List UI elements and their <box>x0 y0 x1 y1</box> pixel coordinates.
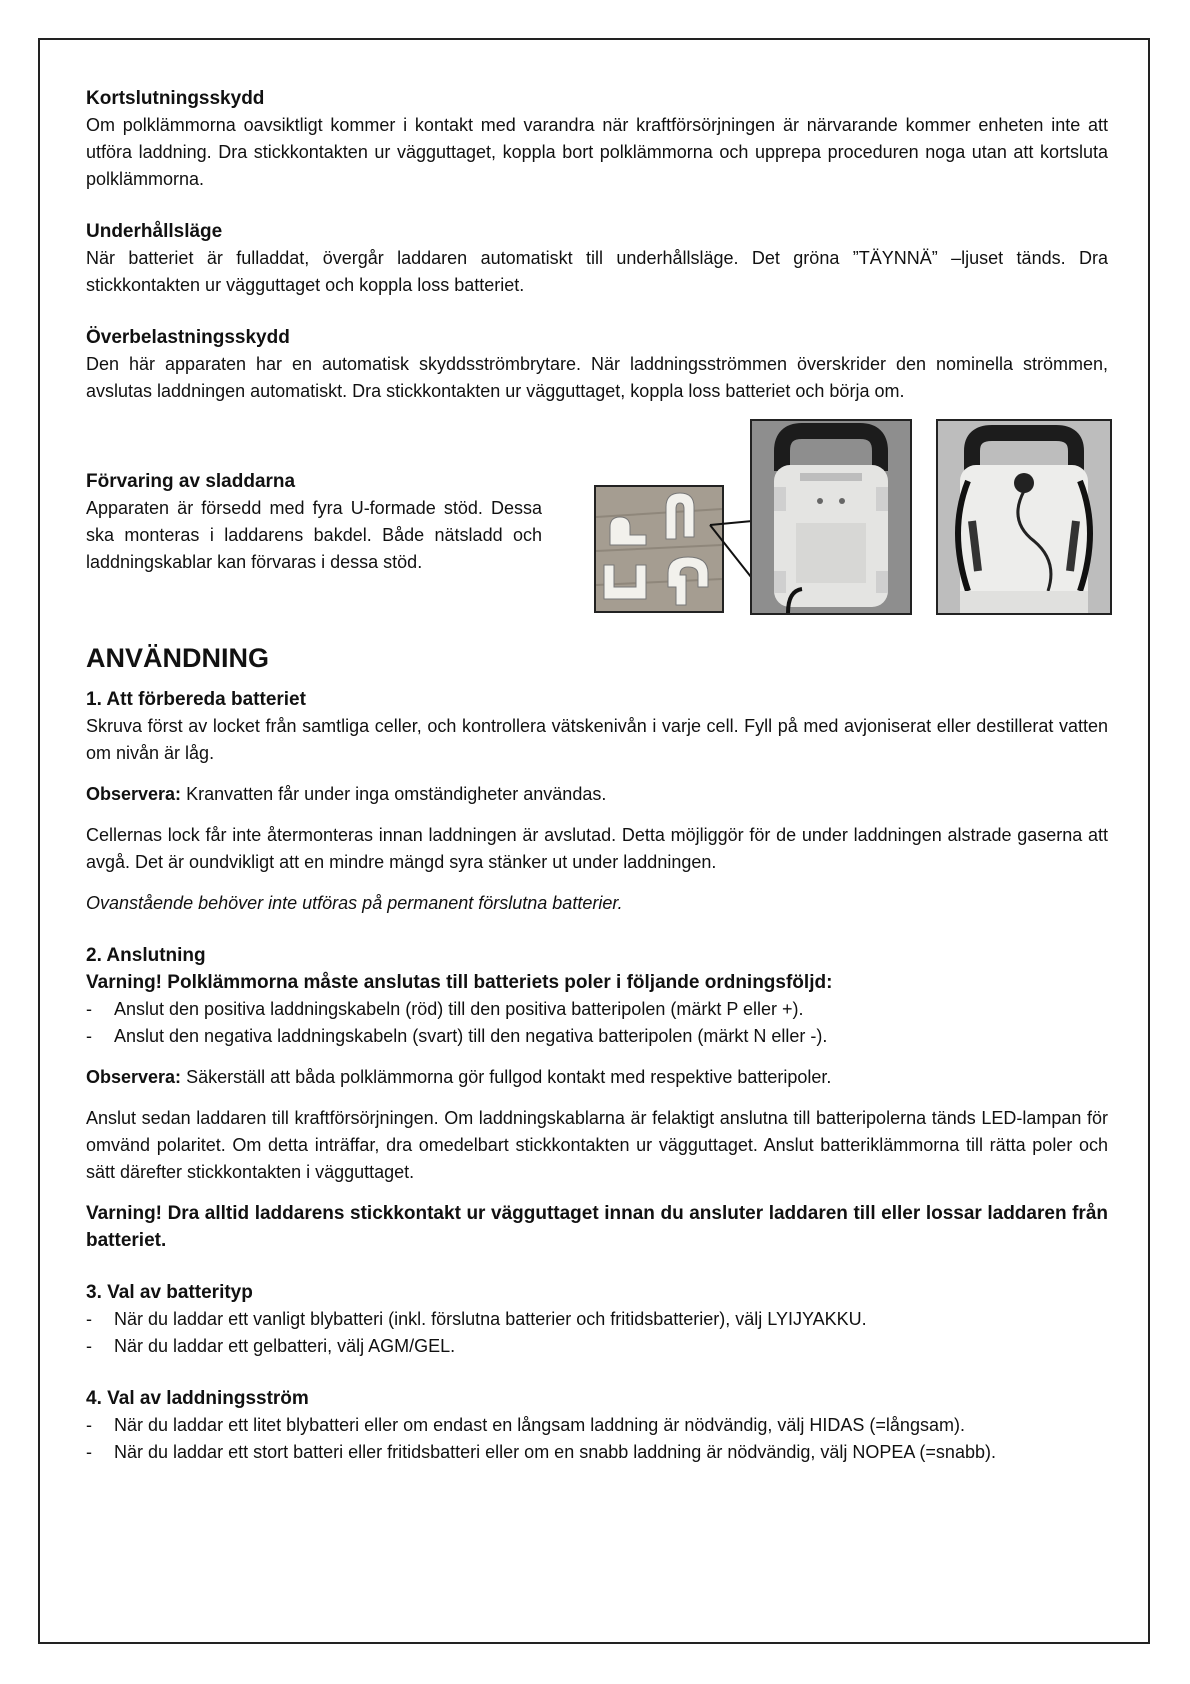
bullet-text: När du laddar ett vanligt blybatteri (inkl. förslutna batterier och fritidsbatterier), välj LYIJYAKKU. <box>114 1309 867 1329</box>
heading-connect: 2. Anslutning <box>86 945 206 966</box>
heading-overload: Överbelastningsskydd <box>86 327 290 348</box>
spacer <box>86 1254 1108 1280</box>
bullet-text: När du laddar ett stort batteri eller fritidsbatteri eller om en snabb laddning är nödvändig, välj NOPEA (=snabb). <box>114 1442 996 1462</box>
note-label: Observera: <box>86 1067 182 1087</box>
bullet-dash: - <box>86 1415 92 1435</box>
text-prepare-1: Skruva först av locket från samtliga celler, och kontrollera vätskenivån i varje cell. Fyll på med avjoniserat eller destillerat vatten om nivån är låg. <box>86 716 1108 763</box>
text-prepare-italic: Ovanstående behöver inte utföras på permanent förslutna batterier. <box>86 893 623 913</box>
spacer <box>86 1091 1108 1105</box>
text-short-circuit: Om polklämmorna oavsiktligt kommer i kontakt med varandra när kraftförsörjningen är närvarande kommer enheten inte att utföra laddning. Dra stickkontakten ur vägguttaget, koppla bort polklämmorna och upprepa proceduren noga utan att kortsluta polklämmorna. <box>86 115 1108 189</box>
spacer <box>86 1360 1108 1386</box>
warning-connect: Varning! Polklämmorna måste anslutas till batteriets poler i följande ordningsföljd: <box>86 972 833 993</box>
section-battery-type <box>86 1280 1108 1360</box>
spacer <box>86 1050 1108 1064</box>
section-overload <box>86 325 1108 405</box>
bullet-text: När du laddar ett gelbatteri, välj AGM/GEL. <box>114 1336 456 1356</box>
heading-battery-type: 3. Val av batterityp <box>86 1282 253 1303</box>
list-item <box>86 1306 1108 1333</box>
list-item <box>86 1023 1108 1050</box>
heading-current: 4. Val av laddningsström <box>86 1388 309 1409</box>
heading-short-circuit: Kortslutningsskydd <box>86 88 265 109</box>
connect-bullet-list <box>86 996 1108 1050</box>
bullet-text: När du laddar ett litet blybatteri eller om endast en långsam laddning är nödvändig, välj HIDAS (=långsam). <box>114 1415 965 1435</box>
photo-u-supports <box>594 485 724 613</box>
storage-text-block <box>86 469 542 576</box>
section-connect <box>86 943 1108 1254</box>
battery-type-bullet-list <box>86 1306 1108 1360</box>
list-item <box>86 996 1108 1023</box>
bullet-dash: - <box>86 1309 92 1329</box>
charger-cables-illustration <box>938 421 1110 613</box>
note-text: Kranvatten får under inga omständigheter användas. <box>181 784 607 804</box>
note-text: Säkerställ att båda polklämmorna gör fullgod kontakt med respektive batteripoler. <box>181 1067 832 1087</box>
heading-maintenance: Underhållsläge <box>86 221 223 242</box>
bullet-text: Anslut den negativa laddningskabeln (svart) till den negativa batteripolen (märkt N eller -). <box>114 1026 828 1046</box>
heading-prepare: 1. Att förbereda batteriet <box>86 689 306 710</box>
section-short-circuit <box>86 86 1108 193</box>
warning-connect-2: Varning! Dra alltid laddarens stickkontakt ur vägguttaget innan du ansluter laddaren till eller lossar laddaren från batteriet. <box>86 1203 1108 1251</box>
photo-charger-cables <box>936 419 1112 615</box>
spacer <box>86 623 1108 641</box>
charger-back-illustration <box>752 421 910 613</box>
spacer <box>86 767 1108 781</box>
spacer <box>86 808 1108 822</box>
list-item <box>86 1333 1108 1360</box>
note-connect <box>86 1064 1108 1091</box>
note-prepare <box>86 781 1108 808</box>
heading-usage: ANVÄNDNING <box>86 643 270 673</box>
heading-storage: Förvaring av sladdarna <box>86 471 296 492</box>
bullet-text: Anslut den positiva laddningskabeln (röd) till den positiva batteripolen (märkt P eller +). <box>114 999 804 1019</box>
section-current <box>86 1386 1108 1466</box>
text-maintenance: När batteriet är fulladdat, övergår laddaren automatiskt till underhållsläge. Det gröna ”TÄYNNÄ” –ljuset tänds. Dra stickkontakten ur vägguttaget och koppla loss batteriet. <box>86 248 1108 295</box>
bullet-dash: - <box>86 1026 92 1046</box>
note-label: Observera: <box>86 784 182 804</box>
spacer <box>86 876 1108 890</box>
spacer <box>86 917 1108 943</box>
bullet-dash: - <box>86 1442 92 1462</box>
list-item <box>86 1412 1108 1439</box>
document-content <box>86 86 1108 1466</box>
section-prepare <box>86 687 1108 917</box>
text-connect: Anslut sedan laddaren till kraftförsörjningen. Om laddningskablarna är felaktigt anslutna till batteripolerna tänds LED-lampan för omvänd polaritet. Om detta inträffar, dra omedelbart stickkontakten ur vägguttaget. Anslut batteriklämmorna till rätta poler och sätt därefter stickkontakten i vägguttaget. <box>86 1108 1108 1182</box>
list-item <box>86 1439 1108 1466</box>
u-supports-illustration <box>596 487 722 611</box>
bullet-dash: - <box>86 999 92 1019</box>
text-overload: Den här apparaten har en automatisk skyddsströmbrytare. När laddningsströmmen överskrider den nominella strömmen, avslutas laddningen automatiskt. Dra stickkontakten ur vägguttaget, koppla loss batteriet och börja om. <box>86 354 1108 401</box>
bullet-dash: - <box>86 1336 92 1356</box>
current-bullet-list <box>86 1412 1108 1466</box>
section-maintenance <box>86 219 1108 299</box>
section-storage <box>86 413 1108 623</box>
text-storage: Apparaten är försedd med fyra U-formade stöd. Dessa ska monteras i laddarens bakdel. Både nätsladd och laddningskablar kan förvaras i dessa stöd. <box>86 498 542 572</box>
text-prepare-2: Cellernas lock får inte återmonteras innan laddningen är avslutad. Detta möjliggör för de under laddningen alstrade gaserna att avgå. Det är oundvikligt att en mindre mängd syra stänker ut under laddningen. <box>86 825 1108 872</box>
spacer <box>86 1186 1108 1200</box>
photo-charger-back <box>750 419 912 615</box>
